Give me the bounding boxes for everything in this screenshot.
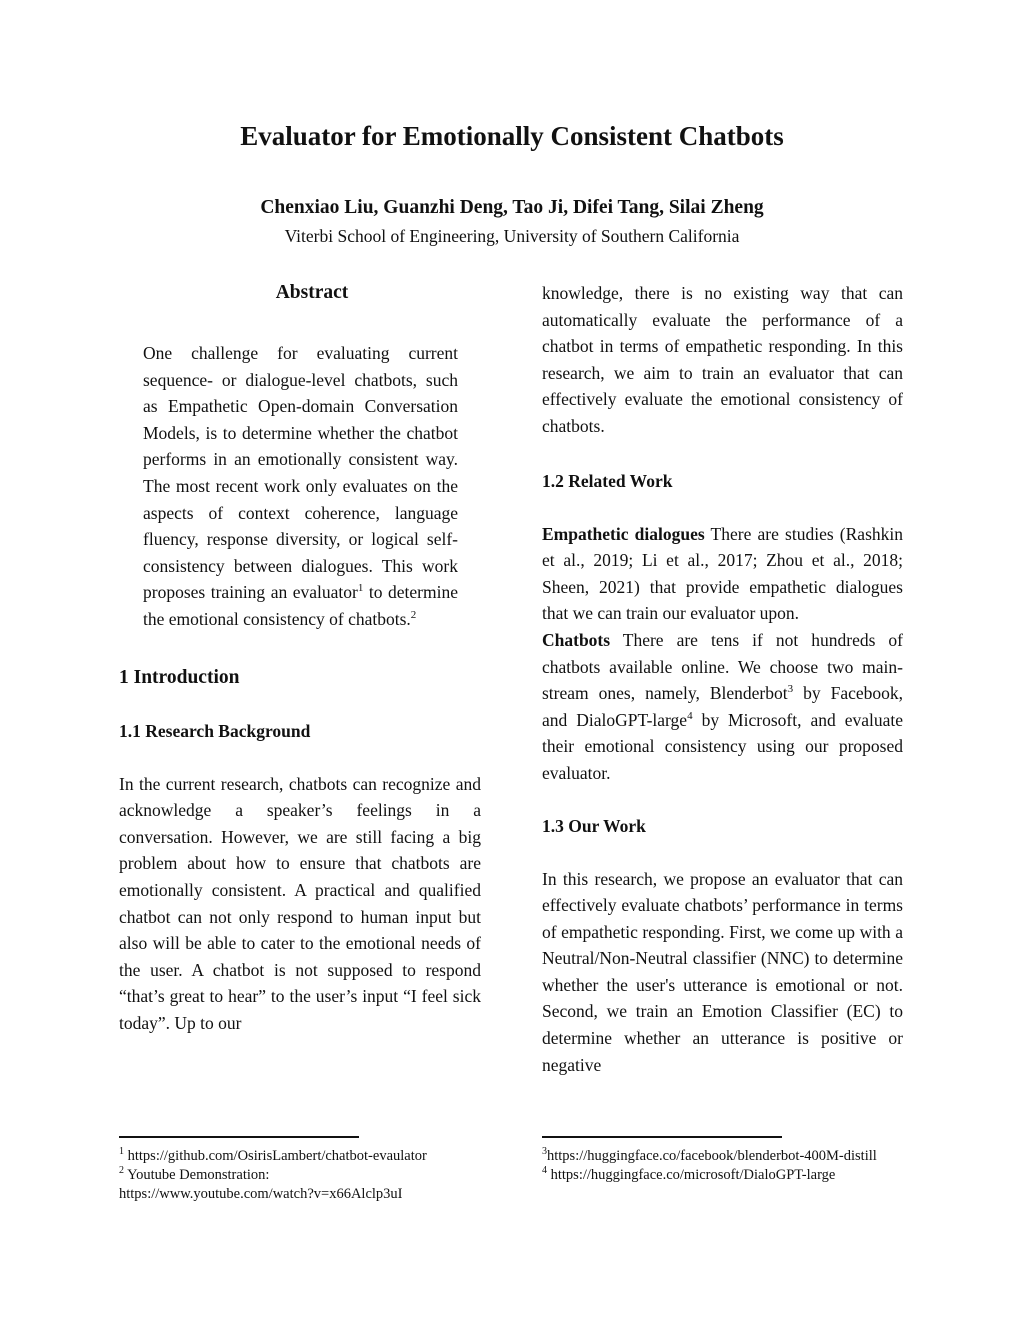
footnote-divider-left	[119, 1136, 359, 1138]
research-background-continued: knowledge, there is no existing way that can automatically evaluate the performance of a chatbot in terms of empathetic responding. In this research, we aim to train an evaluator that can effectively evaluate the emotional consistency of chatbots.	[542, 283, 903, 436]
footnote-ref-2[interactable]: 2	[410, 609, 417, 622]
footnote-4-link[interactable]: https://huggingface.co/microsoft/DialoGPT-large	[547, 1167, 836, 1183]
affiliation: Viterbi School of Engineering, University of Southern California	[284, 226, 740, 246]
footnotes-left	[119, 1147, 499, 1204]
right-column	[542, 280, 903, 1078]
footnote-mark-3: 3	[542, 1146, 547, 1158]
related-work-chatbots	[542, 627, 903, 787]
empathetic-dialogues-text: There are studies (Rashkin et al., 2019; Li et al., 2017; Zhou et al., 2018; Sheen, 2021) that provide empathetic dialogues that we can train our evaluator upon.	[542, 523, 903, 624]
footnote-2-link[interactable]: https://www.youtube.com/watch?v=x66Alclp3uI	[119, 1186, 403, 1202]
footnote-mark-2: 2	[119, 1165, 124, 1177]
abstract-body-text: One challenge for evaluating current sequence- or dialogue-level chatbots, such as Empathetic Open-domain Conversation Models, is to determine whether the chatbot performs in an emotionally consistent way. The most recent work only evaluates on the aspects of context coherence, language fluency, response diversity, or logical self-consistency between dialogues. This work proposes training an evaluator	[143, 343, 458, 603]
footnote-3	[542, 1147, 912, 1166]
chatbots-text-a: There are tens if not hundreds of chatbots available online. We choose two main-stream ones, namely, Blenderbot	[542, 629, 903, 704]
abstract-body-text-end: to determine the emotional consistency of chatbots.	[143, 582, 458, 629]
subsection-heading-our-work: 1.3 Our Work	[542, 815, 646, 836]
footnote-divider-right	[542, 1136, 782, 1138]
chatbots-label: Chatbots	[542, 629, 611, 650]
footnote-4	[542, 1166, 912, 1185]
footnote-1	[119, 1147, 499, 1166]
footnote-2-url-line	[119, 1185, 499, 1204]
footnote-ref-3[interactable]: 3	[787, 683, 794, 696]
chatbots-text-c: by Microsoft, and evaluate their emotional consistency using our proposed evaluator.	[542, 709, 903, 783]
subsection-heading-research-background: 1.1 Research Background	[119, 720, 311, 741]
footnote-3-link[interactable]: https://huggingface.co/facebook/blenderbot-400M-distill	[547, 1148, 877, 1164]
left-column	[119, 280, 481, 1036]
chatbots-text-b: by Facebook, and DialoGPT-large	[542, 683, 903, 730]
related-work-empathetic	[542, 521, 903, 627]
footnote-ref-4[interactable]: 4	[687, 709, 693, 722]
subsection-heading-related-work: 1.2 Related Work	[542, 470, 673, 491]
footnotes-right	[542, 1147, 912, 1185]
our-work-text: In this research, we propose an evaluator that can effectively evaluate chatbots’ performance in terms of empathetic responding. First, we come up with a Neutral/Non-Neutral classifier (NNC) to determine whether the user's utterance is emotional or not. Second, we train an Emotion Classifier (EC) to determine whether an utterance is positive or negative	[542, 868, 903, 1075]
section-heading-introduction: 1 Introduction	[119, 666, 240, 688]
footnote-2	[119, 1166, 499, 1185]
footnote-mark-4: 4	[542, 1165, 547, 1177]
footnote-2-label: Youtube Demonstration:	[124, 1167, 270, 1183]
empathetic-dialogues-label: Empathetic dialogues	[542, 523, 705, 544]
footnote-mark-1: 1	[119, 1146, 124, 1158]
abstract-text	[143, 340, 458, 633]
author-list: Chenxiao Liu, Guanzhi Deng, Tao Ji, Difei Tang, Silai Zheng	[260, 197, 764, 218]
footnote-ref-1[interactable]: 1	[357, 582, 364, 595]
footnote-1-link[interactable]: https://github.com/OsirisLambert/chatbot-evaulator	[124, 1148, 427, 1164]
abstract-heading: Abstract	[275, 282, 349, 303]
research-background-text: In the current research, chatbots can recognize and acknowledge a speaker’s feelings in a conversation. However, we are still facing a big problem about how to ensure that chatbots are emotionally consistent. A practical and qualified chatbot can not only respond to human input but also will be able to cater to the emotional needs of the user. A chatbot is not supposed to respond “that’s great to hear” to the user’s input “I feel sick today”. Up to our	[119, 773, 481, 1033]
paper-title: Evaluator for Emotionally Consistent Chatbots	[240, 121, 784, 151]
